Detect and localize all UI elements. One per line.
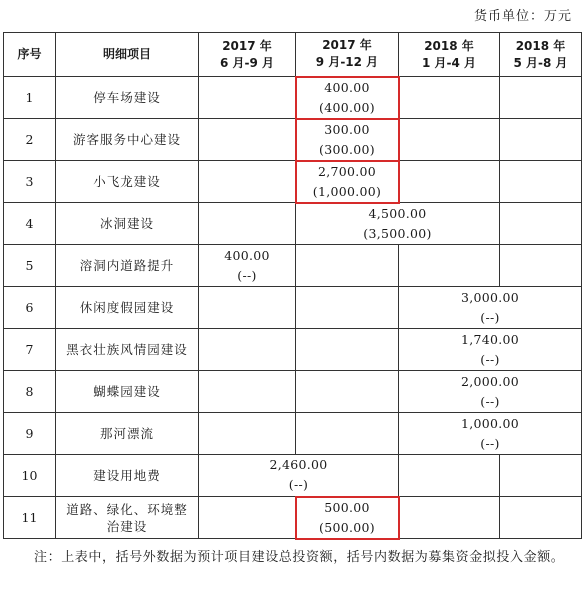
table-row [4, 77, 582, 119]
total-amount: 1,000.00 [460, 415, 520, 431]
row-number: 6 [4, 287, 56, 329]
row-number: 7 [4, 329, 56, 371]
raised-amount: (3,500.00) [363, 225, 432, 241]
total-amount: 4,500.00 [368, 205, 427, 221]
row-number: 3 [4, 161, 56, 203]
empty-cell [199, 119, 296, 161]
row-item: 停车场建设 [56, 77, 199, 119]
table-row [4, 329, 582, 371]
raised-amount: (--) [480, 393, 500, 409]
amount-cell-merged [399, 287, 582, 329]
total-amount: 1,740.00 [460, 331, 520, 347]
table-row [4, 497, 582, 539]
row-item-line: 治建设 [106, 518, 148, 534]
amount-cell-merged [399, 371, 582, 413]
row-number: 5 [4, 245, 56, 287]
empty-cell [199, 203, 296, 245]
row-item: 黑衣壮族风情园建设 [56, 329, 199, 371]
total-amount: 2,460.00 [269, 457, 328, 473]
total-amount: 400.00 [324, 79, 370, 95]
row-number: 10 [4, 455, 56, 497]
empty-cell [199, 413, 296, 455]
table-row [4, 455, 582, 497]
empty-cell [296, 287, 399, 329]
table-row [4, 287, 582, 329]
raised-amount: (--) [480, 351, 500, 367]
row-number: 2 [4, 119, 56, 161]
empty-cell [500, 497, 582, 539]
amount-cell-highlighted [296, 161, 399, 203]
empty-cell [296, 413, 399, 455]
period-year: 2018 年 [515, 38, 566, 53]
empty-cell [296, 371, 399, 413]
raised-amount: (--) [288, 477, 309, 493]
empty-cell [500, 77, 582, 119]
period-year: 2018 年 [424, 38, 474, 53]
empty-cell [399, 119, 500, 161]
row-item [56, 497, 199, 539]
amount-cell-merged [399, 329, 582, 371]
empty-cell [500, 203, 582, 245]
row-number: 4 [4, 203, 56, 245]
header-period-2 [296, 33, 399, 77]
currency-unit-label: 货币单位：万元 [473, 9, 572, 24]
row-item: 冰洞建设 [56, 203, 199, 245]
header-item: 明细项目 [56, 33, 199, 77]
empty-cell [296, 329, 399, 371]
raised-amount: (--) [237, 267, 257, 283]
row-number: 9 [4, 413, 56, 455]
header-seq: 序号 [4, 33, 56, 77]
table-row [4, 119, 582, 161]
amount-cell-highlighted [296, 119, 399, 161]
period-year: 2017 年 [222, 38, 272, 53]
header-period-3 [399, 33, 500, 77]
table-footnote: 注：上表中，括号外数据为预计项目建设总投资额，括号内数据为募集资金拟投入金额。 [34, 550, 565, 565]
amount-cell-merged [399, 413, 582, 455]
row-item: 小飞龙建设 [56, 161, 199, 203]
total-amount: 2,700.00 [317, 163, 377, 179]
table-row [4, 371, 582, 413]
amount-cell-highlighted [296, 77, 399, 119]
amount-cell-merged [199, 455, 399, 497]
raised-amount: (1,000.00) [312, 183, 382, 199]
header-row [4, 33, 582, 77]
row-item: 蝴蝶园建设 [56, 371, 199, 413]
row-number: 8 [4, 371, 56, 413]
row-number: 1 [4, 77, 56, 119]
total-amount: 500.00 [324, 499, 370, 515]
total-amount: 300.00 [324, 121, 370, 137]
raised-amount: (--) [480, 435, 500, 451]
empty-cell [399, 497, 500, 539]
period-months: 1 月-4 月 [421, 55, 477, 70]
empty-cell [399, 245, 500, 287]
empty-cell [399, 455, 500, 497]
empty-cell [500, 455, 582, 497]
raised-amount: (--) [480, 309, 500, 325]
row-number: 11 [4, 497, 56, 539]
empty-cell [199, 161, 296, 203]
row-item-line: 道路、绿化、环境整 [66, 501, 188, 517]
row-item: 休闲度假园建设 [56, 287, 199, 329]
empty-cell [199, 497, 296, 539]
header-period-1 [199, 33, 296, 77]
period-months: 9 月-12 月 [315, 55, 379, 70]
amount-cell-merged [296, 203, 500, 245]
row-item: 建设用地费 [56, 455, 199, 497]
period-year: 2017 年 [322, 38, 372, 53]
row-item: 溶洞内道路提升 [56, 245, 199, 287]
period-months: 6 月-9 月 [219, 55, 275, 70]
empty-cell [199, 329, 296, 371]
empty-cell [500, 245, 582, 287]
row-item: 游客服务中心建设 [56, 119, 199, 161]
empty-cell [296, 245, 399, 287]
total-amount: 3,000.00 [460, 289, 520, 305]
period-months: 5 月-8 月 [513, 55, 568, 70]
total-amount: 2,000.00 [460, 373, 520, 389]
raised-amount: (500.00) [319, 519, 375, 535]
empty-cell [199, 77, 296, 119]
amount-cell [199, 245, 296, 287]
total-amount: 400.00 [224, 247, 270, 263]
empty-cell [500, 161, 582, 203]
investment-schedule-table [3, 32, 582, 540]
table-row [4, 203, 582, 245]
table-row [4, 245, 582, 287]
header-period-4 [500, 33, 582, 77]
empty-cell [199, 287, 296, 329]
empty-cell [399, 77, 500, 119]
row-item: 那河漂流 [56, 413, 199, 455]
raised-amount: (400.00) [319, 99, 375, 115]
empty-cell [199, 371, 296, 413]
amount-cell-highlighted [296, 497, 399, 539]
empty-cell [500, 119, 582, 161]
empty-cell [399, 161, 500, 203]
table-row [4, 413, 582, 455]
raised-amount: (300.00) [319, 141, 375, 157]
table-row [4, 161, 582, 203]
